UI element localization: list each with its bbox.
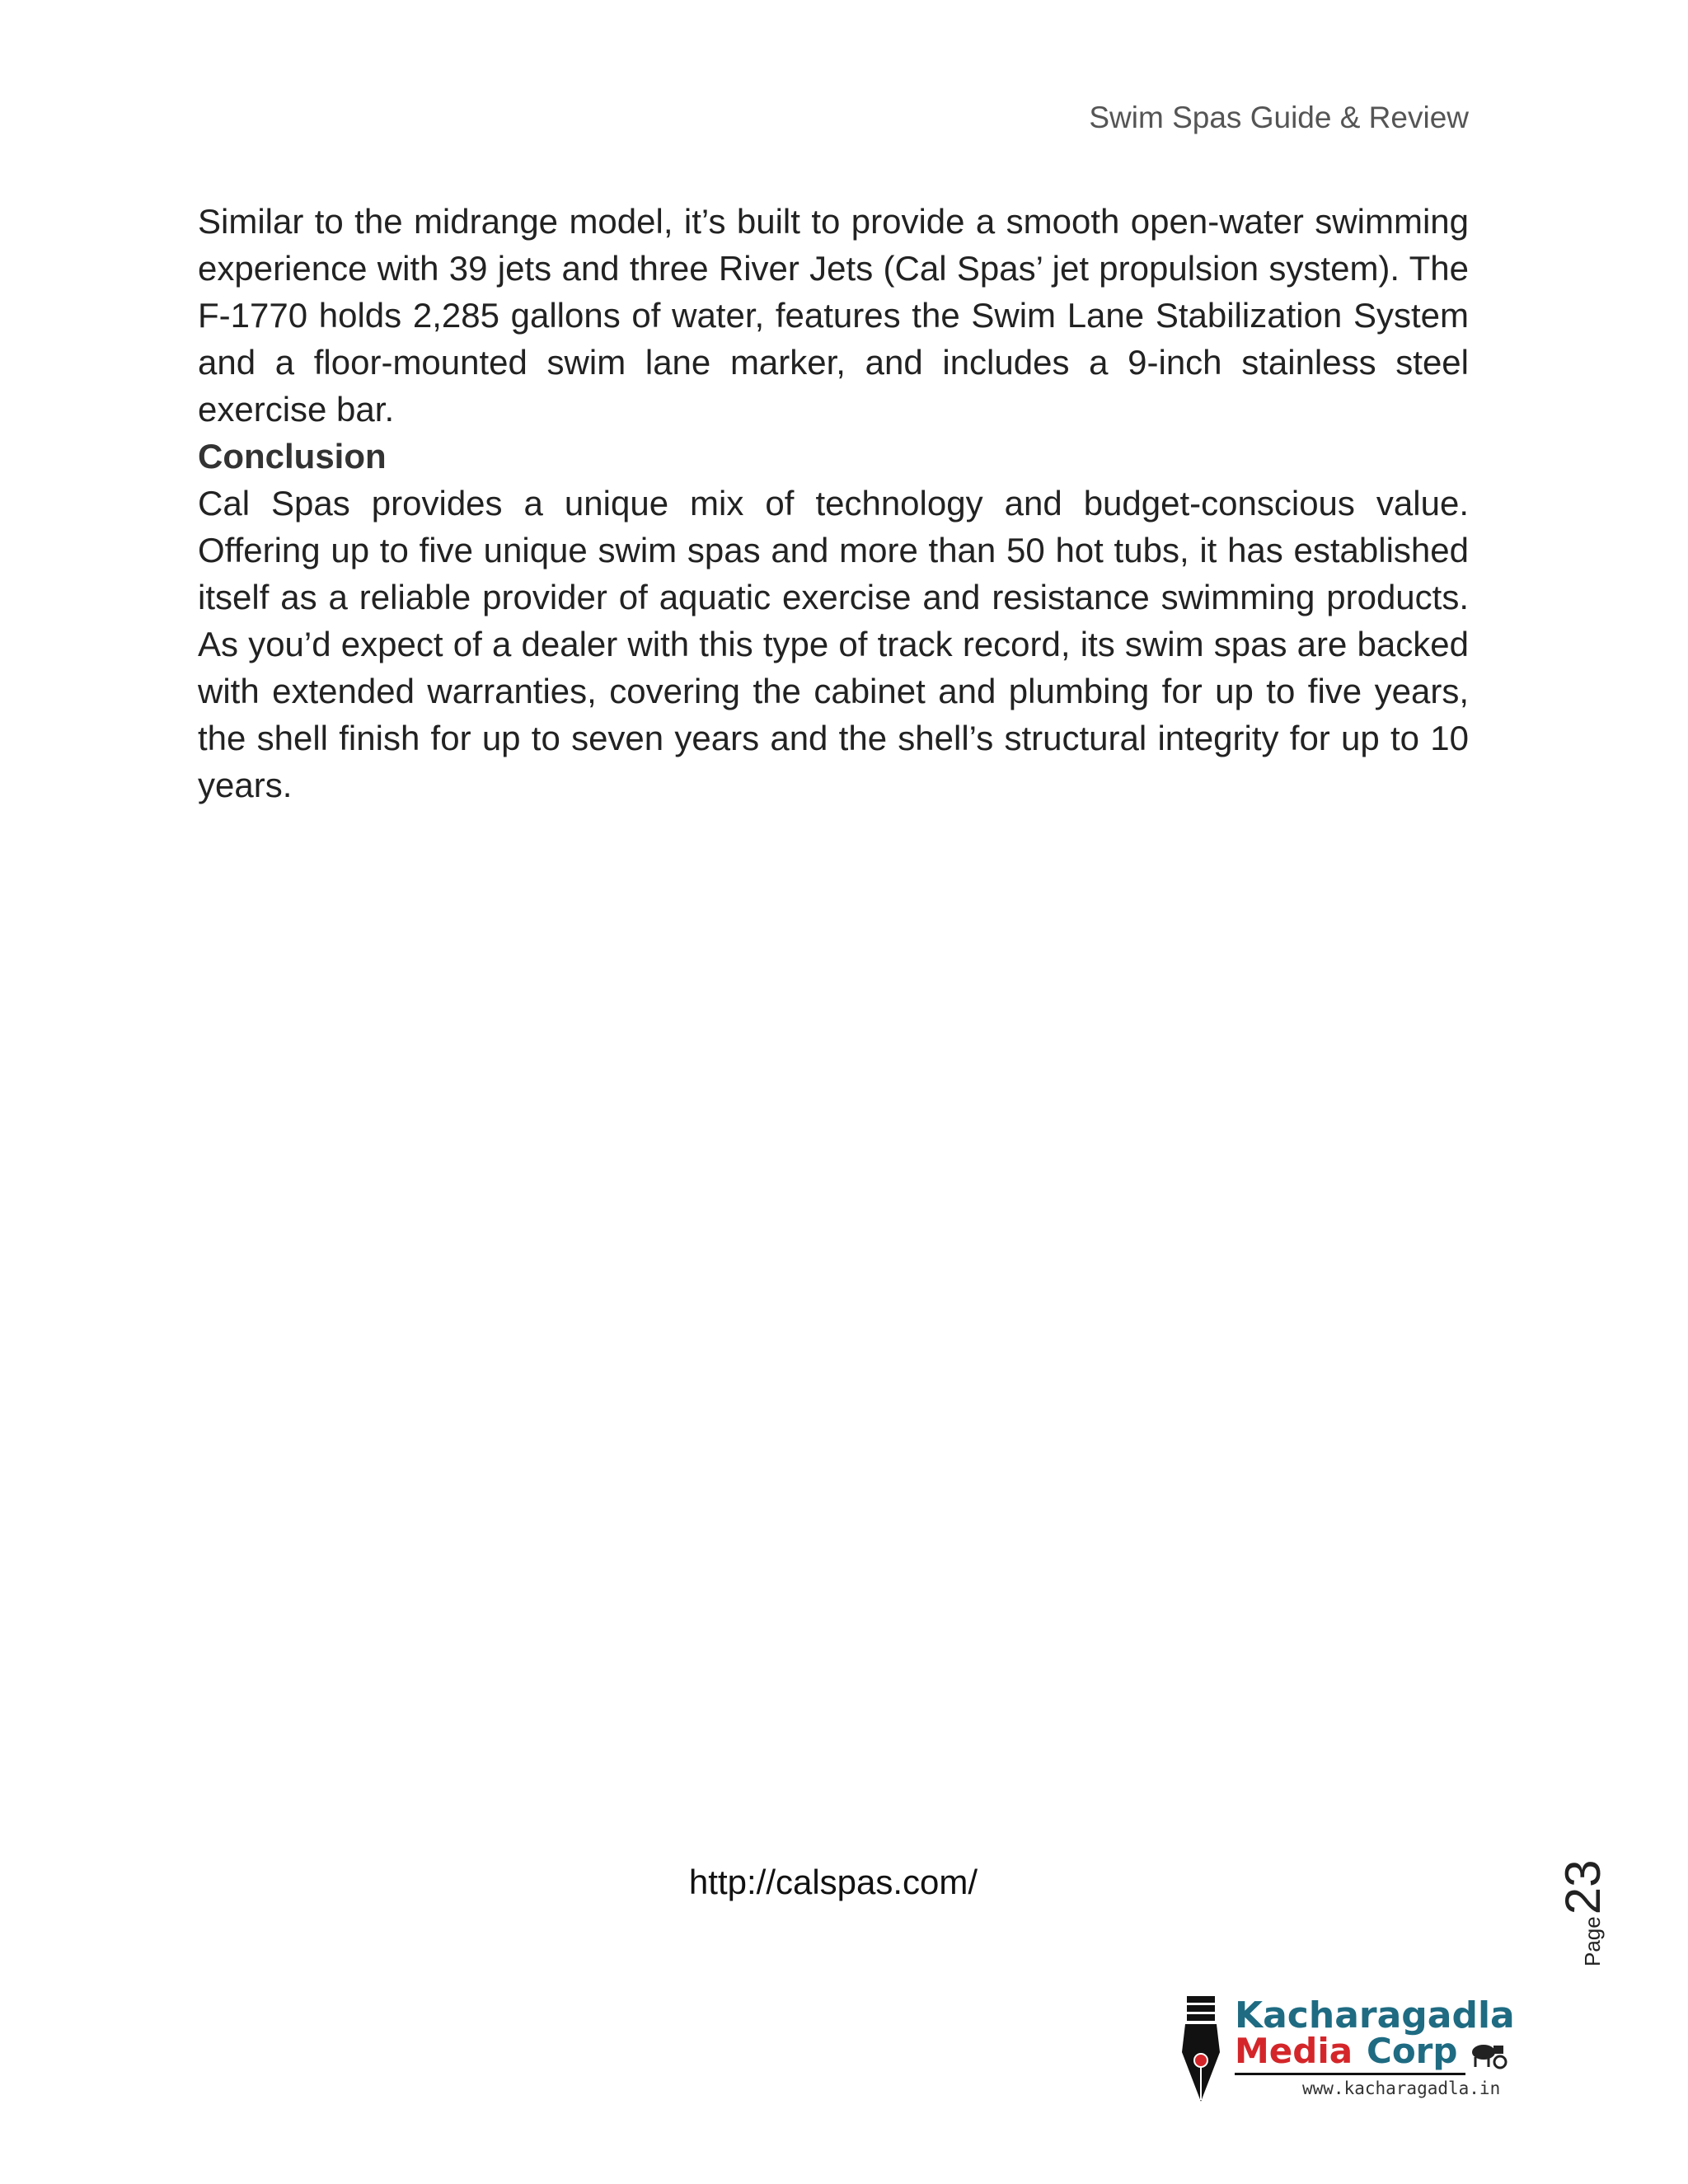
logo-name-line-1: Kacharagadla — [1235, 1994, 1515, 2036]
running-header: Swim Spas Guide & Review — [1089, 101, 1469, 134]
logo-underline — [1235, 2072, 1465, 2077]
page-number-block — [1554, 1859, 1629, 1966]
section-heading-conclusion: Conclusion — [198, 437, 387, 476]
body-paragraph-1: Similar to the midrange model, it’s built to provide a smooth open-water swimming experience with 39 jets and three River Jets (Cal Spas’ jet propulsion system). The F-1770 holds 2,285 gallons of water, features the Swim Lane Stabilization System and a floor-mounted swim lane marker, and includes a 9-inch stainless steel exercise bar. — [198, 202, 1469, 429]
logo-name-corp: Corp — [1367, 2031, 1458, 2071]
page-number: 23 — [1555, 1859, 1611, 1915]
page-label: Page — [1580, 1916, 1605, 1966]
fountain-pen-nib-icon — [1179, 1994, 1236, 2118]
body-paragraph-2: Cal Spas provides a unique mix of technology and budget-conscious value. Offering up to five unique swim spas and more than 50 hot tubs, it has established itself as a reliable provider of aquatic exercise and resistance swimming products. As you’d expect of a dealer with this type of track record, its swim spas are backed with extended warranties, covering the cabinet and plumbing for up to five years, the shell finish for up to seven years and the shell’s structural integrity for up to 10 years. — [198, 484, 1469, 804]
publisher-logo — [1179, 1994, 1541, 2118]
logo-name-media: Media — [1235, 2031, 1353, 2071]
source-url: http://calspas.com/ — [688, 1863, 978, 1901]
ox-cart-icon — [1469, 2037, 1510, 2070]
logo-website: www.kacharagadla.in — [1302, 2079, 1501, 2098]
main-content — [198, 198, 1469, 808]
